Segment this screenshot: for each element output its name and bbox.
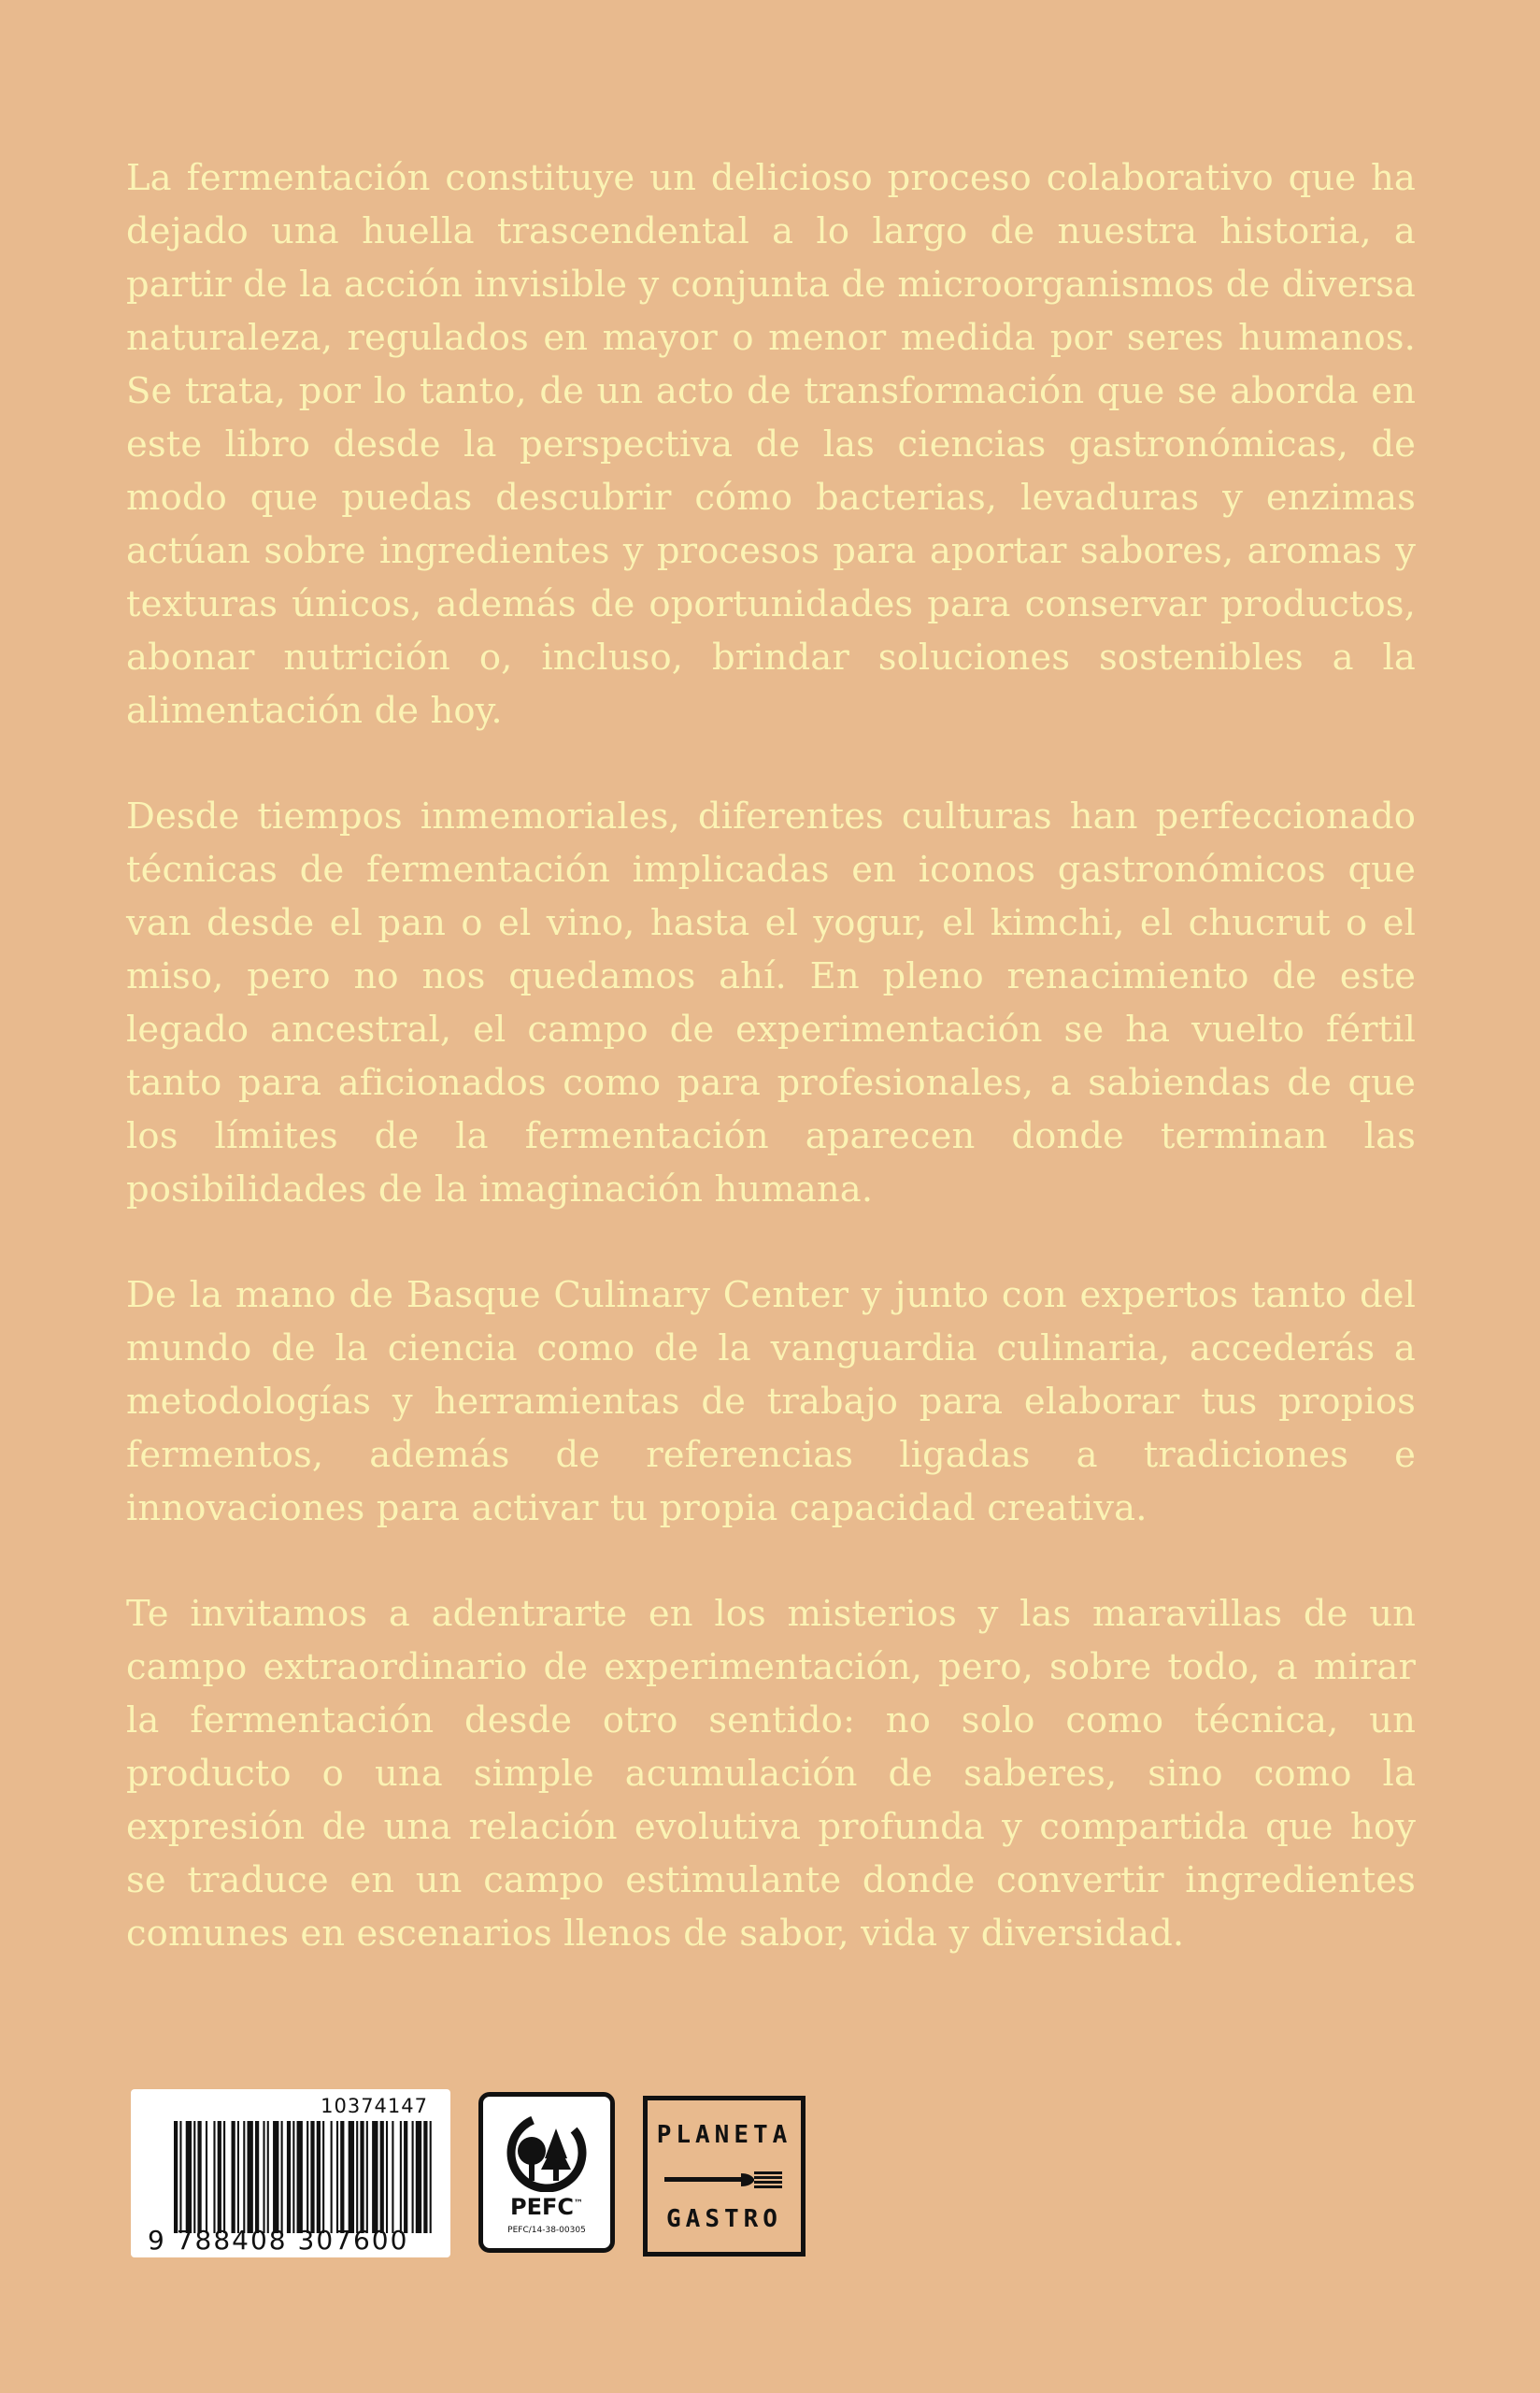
fork-icon	[664, 2168, 786, 2192]
barcode-reference-number: 10374147	[321, 2095, 428, 2117]
barcode-bars	[174, 2121, 435, 2233]
barcode-bar	[273, 2121, 278, 2233]
barcode-bar	[310, 2121, 314, 2233]
barcode-bar	[237, 2121, 239, 2233]
barcode-bar	[360, 2121, 364, 2233]
barcode-bar	[307, 2121, 308, 2233]
barcode-bar	[255, 2121, 259, 2233]
barcode-bar	[218, 2121, 221, 2233]
barcode-bar	[366, 2121, 368, 2233]
barcode-bar	[223, 2121, 225, 2233]
barcode-bar	[243, 2121, 245, 2233]
barcode-bar	[412, 2121, 414, 2233]
barcode-bar	[247, 2121, 252, 2233]
blurb-paragraph-2: Desde tiempos inmemoriales, diferentes culturas han perfeccionado técnicas de fermentación implicadas en iconos gastronómicos que van desde el pan o el vino, hasta el yogur, el kimchi, el chucrut o el miso, pero no nos quedamos ahí. En pleno renacimiento de este legado ancestral, el campo de experimentación se ha vuelto fértil tanto para aficionados como para profesionales, a sabiendas de que los límites de la fermentación aparecen donde terminan las posibilidades de la imaginación humana.	[126, 795, 1416, 1211]
barcode-bar	[430, 2121, 432, 2233]
barcode-bar	[317, 2121, 321, 2233]
barcode-bar	[340, 2121, 344, 2233]
back-cover-blurb	[126, 151, 1416, 1960]
barcode-bar	[416, 2121, 421, 2233]
barcode-bar	[232, 2121, 235, 2233]
barcode-bar	[263, 2121, 264, 2233]
barcode-bar	[186, 2121, 192, 2233]
blurb-paragraph-3: De la mano de Basque Culinary Center y junto con expertos tanto del mundo de la ciencia como de la vanguardia culinaria, accederás a metodologías y herramientas de trabajo para elaborar tus propios fermentos, además de referencias ligadas a tradiciones e innovaciones para activar tu propia capacidad creativa.	[126, 1274, 1416, 1529]
blurb-paragraph-4: Te invitamos a adentrarte en los misterios y las maravillas de un campo extraordinario de experimentación, pero, sobre todo, a mirar la fermentación desde otro sentido: no solo como técnica, un producto o una simple acumulación de saberes, sino como la expresión de una relación evolutiva profunda y compartida que hoy se traduce en un campo estimulante donde convertir ingredientes comunes en escenarios llenos de sabor, vida y diversidad.	[126, 1593, 1416, 1955]
barcode-bar	[356, 2121, 358, 2233]
barcode-bar	[297, 2121, 303, 2233]
barcode-bar	[281, 2121, 283, 2233]
barcode-bar	[400, 2121, 402, 2233]
barcode-bar	[386, 2121, 388, 2233]
barcode-bar	[380, 2121, 384, 2233]
barcode-bar	[267, 2121, 269, 2233]
barcode-bar	[349, 2121, 354, 2233]
pefc-certification-logo	[478, 2092, 615, 2253]
barcode-bar	[197, 2121, 201, 2233]
barcode-bar	[404, 2121, 407, 2233]
logo-text-bottom: GASTRO	[666, 2205, 782, 2233]
barcode-bar	[336, 2121, 338, 2233]
barcode-bar	[423, 2121, 427, 2233]
planeta-gastro-logo	[643, 2096, 806, 2257]
barcode-bar	[213, 2121, 215, 2233]
barcode-bar	[322, 2121, 324, 2233]
barcode-bar	[206, 2121, 207, 2233]
barcode-bar	[292, 2121, 294, 2233]
isbn-barcode	[131, 2089, 450, 2257]
pefc-tree-icon	[500, 2110, 593, 2192]
barcode-bar	[372, 2121, 378, 2233]
barcode-bar	[193, 2121, 195, 2233]
barcode-bar	[174, 2121, 178, 2233]
barcode-bar	[392, 2121, 393, 2233]
pefc-code: PEFC/14-38-00305	[507, 2226, 586, 2235]
blurb-paragraph-1: La fermentación constituye un delicioso proceso colaborativo que ha dejado una huella trascendental a lo largo de nuestra historia, a partir de la acción invisible y conjunta de microorganismos de diversa naturaleza, regulados en mayor o menor medida por seres humanos. Se trata, por lo tanto, de un acto de transformación que se aborda en este libro desde la perspectiva de las ciencias gastronómicas, de modo que puedas descubrir cómo bacterias, levaduras y enzimas actúan sobre ingredientes y procesos para aportar sabores, aromas y texturas únicos, además de oportunidades para conservar productos, abonar nutrición o, incluso, brindar soluciones sostenibles a la alimentación de hoy.	[126, 157, 1416, 732]
barcode-bar	[179, 2121, 181, 2233]
barcode-bar	[287, 2121, 291, 2233]
pefc-label: PEFC™	[510, 2194, 583, 2220]
barcode-bar	[331, 2121, 333, 2233]
barcode-isbn-digits: 9 788408 307600	[148, 2225, 409, 2256]
logo-text-top: PLANETA	[656, 2121, 792, 2149]
